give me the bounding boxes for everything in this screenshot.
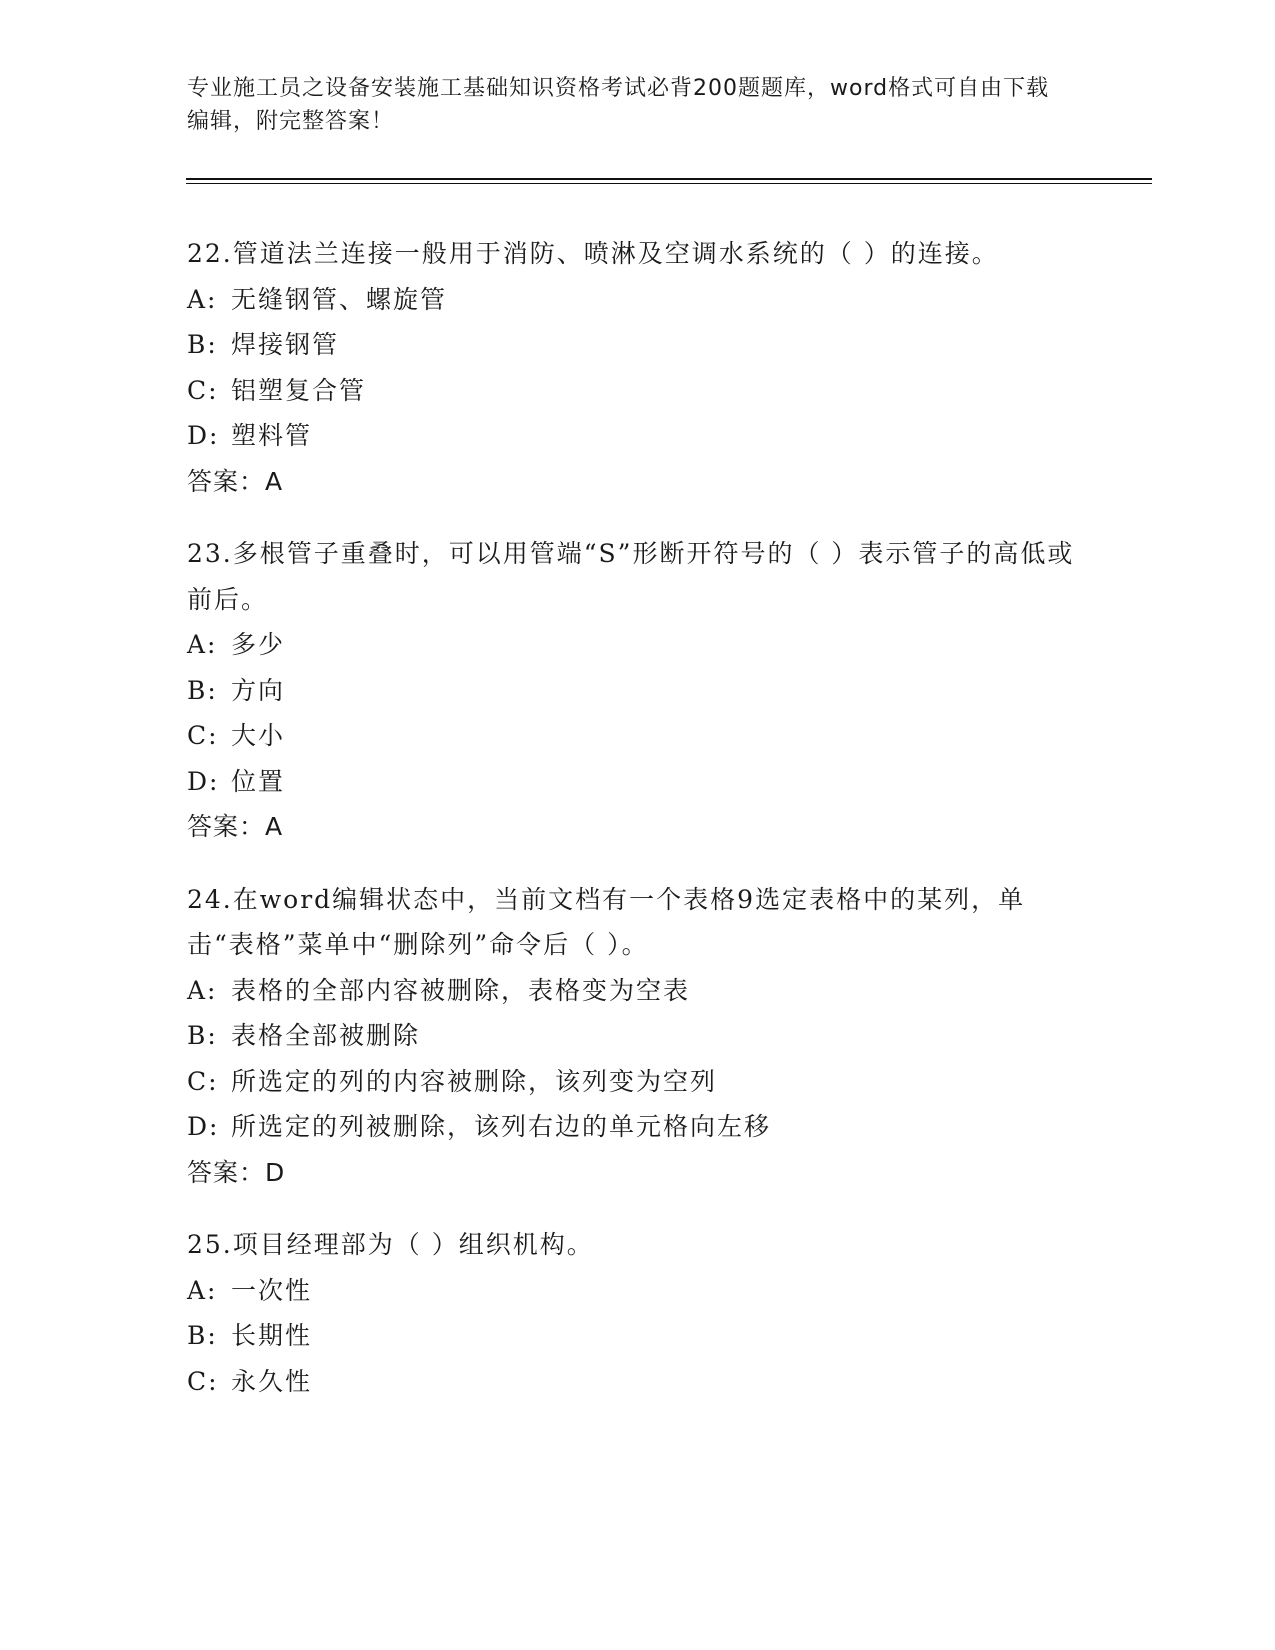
header-rule-thick <box>186 178 1152 180</box>
option-text: 焊接钢管 <box>231 330 340 359</box>
option-b <box>187 1013 1087 1059</box>
option-letter: B: <box>187 1321 218 1350</box>
option-letter: D: <box>187 766 220 796</box>
option-a <box>187 622 1087 668</box>
question-stem: 24.在word编辑状态中，当前文档有一个表格9选定表格中的某列，单击“表格”菜单中“删除列”命令后（ ）。 <box>187 884 1026 959</box>
question-list <box>187 231 1087 1431</box>
question-24 <box>187 877 1087 1196</box>
option-b <box>187 322 1087 368</box>
question-stem: 25.项目经理部为（ ）组织机构。 <box>187 1230 594 1259</box>
option-letter: C: <box>187 1066 219 1096</box>
option-d <box>187 413 1087 459</box>
answer-line: 答案：D <box>187 1157 286 1187</box>
option-c <box>187 713 1087 759</box>
option-text: 铝塑复合管 <box>231 375 367 405</box>
header-rule-thin <box>186 183 1152 184</box>
option-c <box>187 368 1087 414</box>
question-stem: 23.多根管子重叠时，可以用管端“S”形断开符号的（ ）表示管子的高低或前后。 <box>187 539 1075 614</box>
option-text: 所选定的列的内容被删除，该列变为空列 <box>231 1066 718 1096</box>
option-d <box>187 759 1087 805</box>
option-text: 方向 <box>231 675 286 705</box>
answer-line: 答案：A <box>187 812 284 841</box>
option-a <box>187 277 1087 323</box>
option-c <box>187 1059 1087 1105</box>
option-letter: B: <box>187 1021 218 1050</box>
option-letter: C: <box>187 375 219 405</box>
option-text: 塑料管 <box>231 421 313 450</box>
option-b <box>187 668 1087 714</box>
option-letter: A: <box>187 1275 218 1305</box>
option-text: 无缝钢管、螺旋管 <box>231 284 448 314</box>
option-a <box>187 968 1087 1014</box>
option-letter: C: <box>187 1366 219 1396</box>
option-letter: A: <box>187 630 218 659</box>
question-23 <box>187 531 1087 850</box>
option-text: 多少 <box>231 630 286 659</box>
option-letter: D: <box>187 1112 220 1141</box>
option-text: 表格全部被删除 <box>231 1021 421 1050</box>
option-letter: A: <box>187 975 218 1005</box>
option-text: 大小 <box>231 721 286 750</box>
option-letter: A: <box>187 284 218 314</box>
question-22 <box>187 231 1087 504</box>
option-c <box>187 1359 1087 1405</box>
answer-line: 答案：A <box>187 466 284 496</box>
document-header: 专业施工员之设备安装施工基础知识资格考试必背200题题库，word格式可自由下载编辑，附完整答案！ <box>187 76 1050 134</box>
option-letter: B: <box>187 330 218 359</box>
option-letter: C: <box>187 721 219 750</box>
question-25 <box>187 1222 1087 1404</box>
option-text: 长期性 <box>231 1321 313 1350</box>
option-text: 所选定的列被删除，该列右边的单元格向左移 <box>231 1112 772 1141</box>
option-letter: B: <box>187 675 218 705</box>
option-text: 位置 <box>231 766 286 796</box>
option-a <box>187 1268 1087 1314</box>
option-letter: D: <box>187 421 220 450</box>
option-text: 永久性 <box>231 1366 313 1396</box>
option-text: 一次性 <box>231 1275 313 1305</box>
option-d <box>187 1104 1087 1150</box>
option-b <box>187 1313 1087 1359</box>
option-text: 表格的全部内容被删除，表格变为空表 <box>231 975 691 1005</box>
question-stem: 22.管道法兰连接一般用于消防、喷淋及空调水系统的（ ）的连接。 <box>187 239 999 268</box>
